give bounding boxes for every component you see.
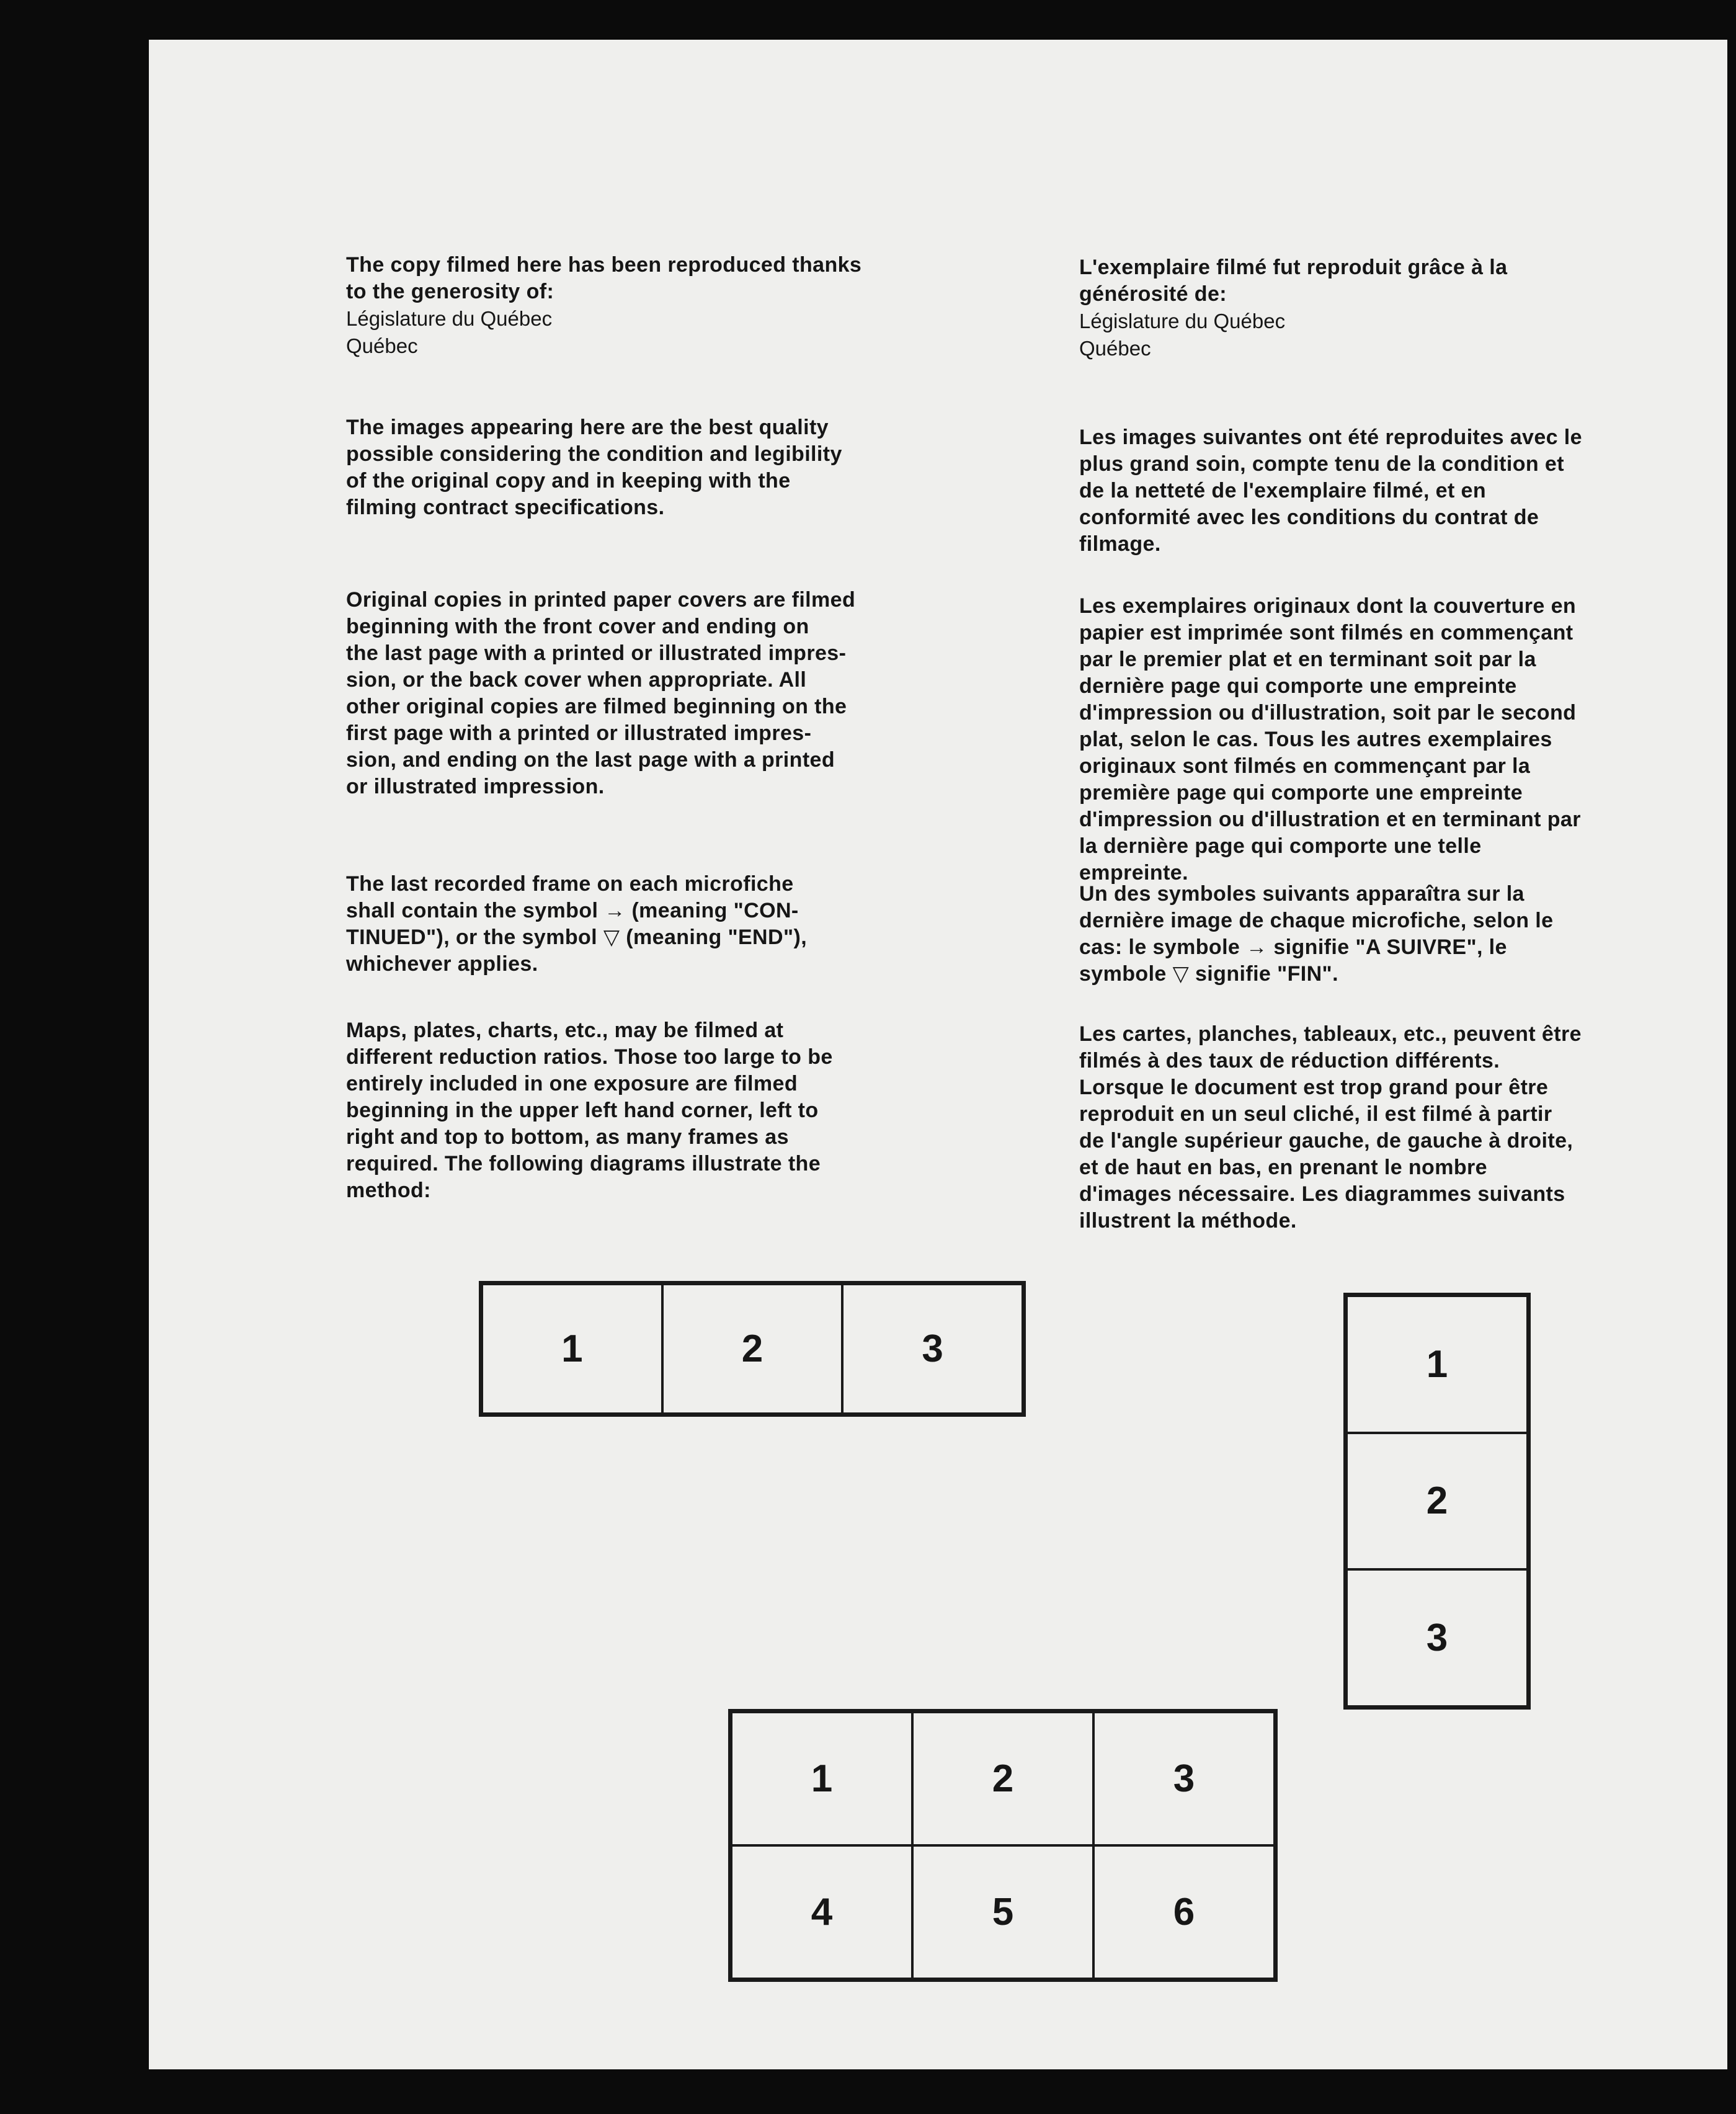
institution-city: Québec xyxy=(346,334,418,357)
frame-cell: 3 xyxy=(1347,1569,1528,1706)
text-span: cas: le symbole xyxy=(1079,935,1247,959)
frame-cell: 1 xyxy=(482,1284,662,1414)
text-line: or illustrated impression. xyxy=(346,775,605,798)
text-line: method: xyxy=(346,1179,431,1202)
frame-cell: 2 xyxy=(662,1284,843,1414)
en-quality-paragraph xyxy=(346,414,997,521)
arrow-right-icon: → xyxy=(1246,935,1268,959)
text-line: first page with a printed or illustrated impres- xyxy=(346,721,812,745)
fr-acknowledgement xyxy=(1079,254,1718,362)
text-line: sion, and ending on the last page with a printed xyxy=(346,748,835,772)
frame-cell: 6 xyxy=(1093,1845,1275,1979)
text-line: empreinte. xyxy=(1079,861,1188,885)
institution-city: Québec xyxy=(1079,337,1151,360)
text-line: possible considering the condition and legibility xyxy=(346,442,842,466)
frame-cell: 3 xyxy=(842,1284,1023,1414)
diagram-grid-frames xyxy=(728,1709,1278,1982)
frame-cell: 4 xyxy=(731,1845,912,1979)
frame-cell: 1 xyxy=(731,1712,912,1845)
text-line xyxy=(1079,934,1718,961)
text-line: reproduit en un seul cliché, il est filmé à partir xyxy=(1079,1102,1552,1126)
text-line xyxy=(1079,961,1718,988)
institution-name: Législature du Québec xyxy=(1079,310,1286,332)
text-line: la dernière page qui comporte une telle xyxy=(1079,834,1482,858)
text-line: Un des symboles suivants apparaîtra sur la xyxy=(1079,882,1525,906)
en-symbols-paragraph xyxy=(346,871,997,978)
microfiche-target-page xyxy=(149,40,1727,2069)
text-line: première page qui comporte une empreinte xyxy=(1079,781,1523,805)
text-line: dernière page qui comporte une empreinte xyxy=(1079,674,1517,698)
text-line: d'impression ou d'illustration et en terminant par xyxy=(1079,808,1581,831)
text-line: to the generosity of: xyxy=(346,280,554,303)
fr-originals-paragraph xyxy=(1079,593,1718,886)
text-line: beginning with the front cover and ending on xyxy=(346,615,809,638)
text-line: dernière image de chaque microfiche, selon le xyxy=(1079,909,1554,932)
text-line: Les cartes, planches, tableaux, etc., peuvent être xyxy=(1079,1022,1582,1046)
text-line: the last page with a printed or illustrated impres- xyxy=(346,641,847,665)
text-line: d'images nécessaire. Les diagrammes suivants xyxy=(1079,1182,1565,1206)
text-line: beginning in the upper left hand corner, left to xyxy=(346,1099,819,1122)
text-span: shall contain the symbol xyxy=(346,899,605,922)
frame-cell: 2 xyxy=(912,1712,1093,1845)
text-line: different reduction ratios. Those too large to be xyxy=(346,1045,833,1069)
text-line xyxy=(346,924,997,951)
frame-cell: 3 xyxy=(1093,1712,1275,1845)
text-span: signifie "A SUIVRE", le xyxy=(1267,935,1507,959)
text-line: d'impression ou d'illustration, soit par le second xyxy=(1079,701,1577,725)
end-triangle-icon: ▽ xyxy=(603,925,620,949)
frame-cell: 1 xyxy=(1347,1296,1528,1433)
text-line: illustrent la méthode. xyxy=(1079,1209,1297,1233)
text-line: of the original copy and in keeping with the xyxy=(346,469,791,493)
text-line: Les exemplaires originaux dont la couverture en xyxy=(1079,594,1577,618)
text-line: The last recorded frame on each microfiche xyxy=(346,872,794,896)
text-line: et de haut en bas, en prenant le nombre xyxy=(1079,1156,1487,1179)
text-line: Les images suivantes ont été reproduites avec le xyxy=(1079,426,1582,449)
text-span: (meaning "END"), xyxy=(620,925,808,949)
text-line: papier est imprimée sont filmés en commençant xyxy=(1079,621,1574,644)
text-line: L'exemplaire filmé fut reproduit grâce à la xyxy=(1079,256,1508,279)
frame-cell: 5 xyxy=(912,1845,1093,1979)
text-line: de l'angle supérieur gauche, de gauche à droite, xyxy=(1079,1129,1574,1153)
text-line: The copy filmed here has been reproduced thanks xyxy=(346,253,862,277)
text-line: required. The following diagrams illustrate the xyxy=(346,1152,821,1175)
text-line: filming contract specifications. xyxy=(346,496,665,519)
fr-reduction-paragraph xyxy=(1079,1021,1718,1234)
text-line: entirely included in one exposure are filmed xyxy=(346,1072,798,1095)
text-line: sion, or the back cover when appropriate. All xyxy=(346,668,807,692)
text-line: plat, selon le cas. Tous les autres exemplaires xyxy=(1079,728,1552,751)
text-line: par le premier plat et en terminant soit par la xyxy=(1079,648,1536,671)
text-line: other original copies are filmed beginning on the xyxy=(346,695,847,718)
text-line: The images appearing here are the best quality xyxy=(346,416,829,439)
text-line: filmés à des taux de réduction différents. xyxy=(1079,1049,1500,1073)
text-line: Original copies in printed paper covers are filmed xyxy=(346,588,856,612)
arrow-right-icon: → xyxy=(604,899,626,922)
text-span: (meaning "CON- xyxy=(625,899,799,922)
text-line: plus grand soin, compte tenu de la condition et xyxy=(1079,452,1564,476)
text-line: originaux sont filmés en commençant par la xyxy=(1079,754,1531,778)
frame-cell: 2 xyxy=(1347,1433,1528,1570)
text-span: signifie "FIN". xyxy=(1189,962,1338,986)
text-span: TINUED"), or the symbol xyxy=(346,925,603,949)
fr-quality-paragraph xyxy=(1079,424,1718,558)
end-triangle-icon: ▽ xyxy=(1172,962,1190,986)
text-line: right and top to bottom, as many frames as xyxy=(346,1125,789,1149)
text-line: filmage. xyxy=(1079,532,1161,556)
institution-name: Législature du Québec xyxy=(346,307,553,330)
en-acknowledgement xyxy=(346,252,997,360)
diagram-vertical-frames xyxy=(1343,1293,1531,1710)
text-line: Maps, plates, charts, etc., may be filmed at xyxy=(346,1019,784,1042)
text-line: générosité de: xyxy=(1079,282,1227,306)
fr-symbols-paragraph xyxy=(1079,881,1718,988)
text-line: whichever applies. xyxy=(346,952,538,976)
diagram-horizontal-frames xyxy=(479,1281,1026,1417)
text-span: symbole xyxy=(1079,962,1173,986)
text-line: Lorsque le document est trop grand pour être xyxy=(1079,1076,1549,1099)
text-line xyxy=(346,898,997,924)
text-line: de la netteté de l'exemplaire filmé, et en xyxy=(1079,479,1487,502)
text-line: conformité avec les conditions du contrat de xyxy=(1079,506,1539,529)
en-reduction-paragraph xyxy=(346,1017,997,1204)
en-originals-paragraph xyxy=(346,587,997,800)
